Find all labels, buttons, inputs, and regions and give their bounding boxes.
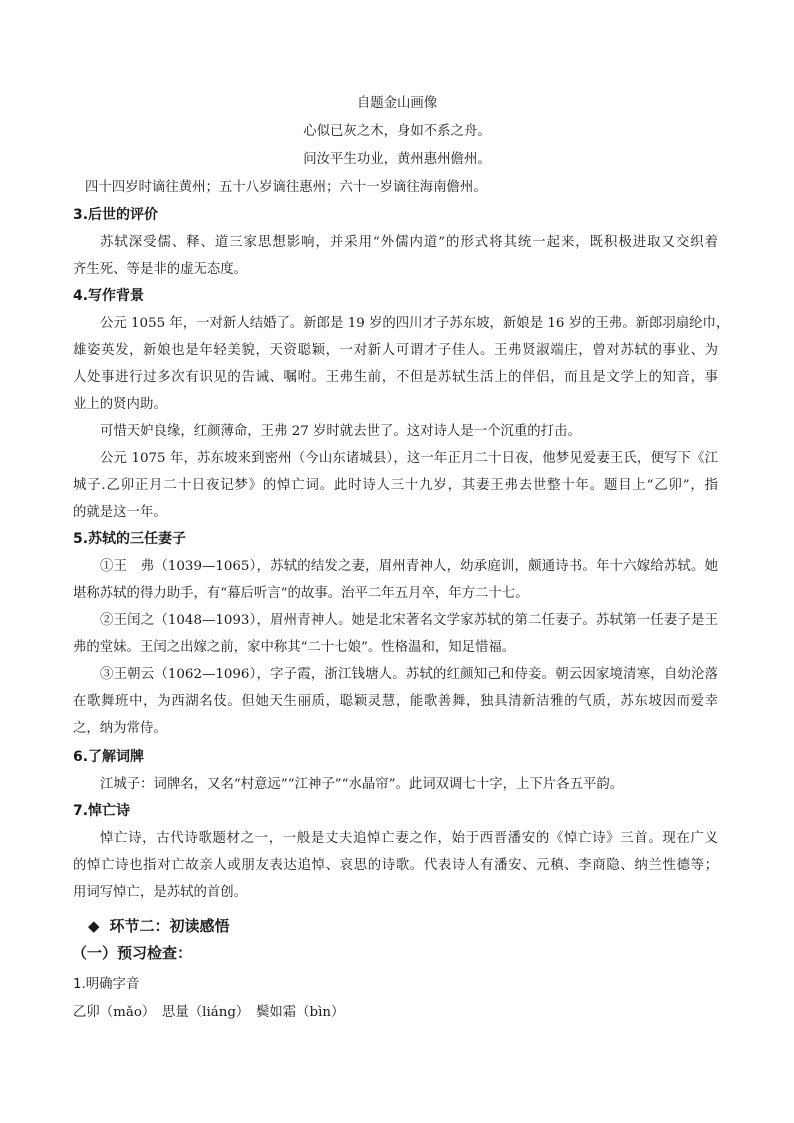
sec7-line-1: 悼亡诗，古代诗歌题材之一，一般是丈夫追悼亡妻之作，始于西晋潘安的《悼亡诗》三首。现在广义 [100,831,718,846]
exile-note: 四十四岁时谪往黄州；五十八岁谪往惠州；六十一岁谪往海南儋州。 [85,180,487,195]
wife-1-line-1: ①王 弗（1039—1065），苏轼的结发之妻，眉州青神人，幼承庭训，颇通诗书。年十六嫁给苏轼。她 [100,559,718,574]
sec4-p3-line-1: 公元 1075 年，苏东坡来到密州（今山东诸城县），这一年正月二十日夜，他梦见爱妻王氏，便写下《江 [100,451,718,466]
section-3-heading: 3.后世的评价 [73,207,159,223]
wife-2-line-1: ②王闰之（1048—1093），眉州青神人。她是北宋著名文学家苏轼的第二任妻子。苏轼第一任妻子是王 [100,613,718,628]
sec4-p1-line-4: 业上的贤内助。 [73,397,167,412]
poem-line-1: 心似已灰之木，身如不系之舟。 [303,124,491,139]
stage-2-title: 环节二：初读感悟 [109,917,230,935]
sec4-p2-line-1: 可惜天妒良缘，红颜薄命，王弗 27 岁时就去世了。这对诗人是一个沉重的打击。 [100,424,581,439]
pronunciation-list: 乙卯（mǎo） 思量（liáng） 鬓如霜（bìn） [73,1005,345,1020]
stage-2-heading [88,917,230,935]
wife-1-line-2: 堪称苏轼的得力助手，有“幕后听言”的故事。治平二年五月卒，年方二十七。 [73,586,529,601]
sec4-p3-line-3: 的就是这一年。 [73,505,167,520]
preview-item-1: 1.明确字音 [73,977,140,992]
sec3-line-1: 苏轼深受儒、释、道三家思想影响，并采用“外儒内道”的形式将其统一起来，既积极进取又交织着 [100,235,718,250]
poem-line-2: 问汝平生功业，黄州惠州儋州。 [303,152,491,167]
sec6-line-1: 江城子：词牌名，又名“村意远”“江神子”“水晶帘”。此词双调七十字，上下片各五平韵。 [100,777,624,792]
preview-heading: （一）预习检查： [72,944,193,962]
wife-3-line-2: 在歌舞班中，为西湖名伎。但她天生丽质，聪颖灵慧，能歌善舞，独具清新洁雅的气质，苏东坡因而爱幸 [73,694,718,709]
diamond-bullet-icon: ◆ [88,917,100,935]
section-6-heading: 6.了解词牌 [73,749,145,765]
sec7-line-3: 用词写悼亡，是苏轼的首创。 [73,885,248,900]
wife-2-line-2: 弗的堂妹。王闰之出嫁之前，家中称其“二十七娘”。性格温和，知足惜福。 [73,640,516,655]
section-7-heading: 7.悼亡诗 [73,803,131,819]
sec4-p1-line-2: 雄姿英发，新娘也是年轻美貌，天资聪颖，一对新人可谓才子佳人。王弗贤淑端庄，曾对苏轼的事业、为 [73,343,718,358]
section-4-heading: 4.写作背景 [73,288,145,304]
sec3-line-2: 齐生死、等是非的虚无态度。 [73,262,248,277]
sec4-p1-line-3: 人处事进行过多次有识见的告诫、嘱咐。王弗生前，不但是苏轼生活上的伴侣，而且是文学上的知音，事 [73,370,718,385]
poem-title: 自题金山画像 [356,96,438,111]
sec7-line-2: 的悼亡诗也指对亡故亲人或朋友表达追悼、哀思的诗歌。代表诗人有潘安、元稹、李商隐、纳兰性德等； [73,858,718,873]
section-5-heading: 5.苏轼的三任妻子 [73,531,187,547]
sec4-p3-line-2: 城子.乙卯正月二十日夜记梦》的悼亡词。此时诗人三十九岁，其妻王弗去世整十年。题目上“乙卯”，指 [73,478,718,493]
wife-3-line-1: ③王朝云（1062—1096），字子霞，浙江钱塘人。苏轼的红颜知己和侍妾。朝云因家境清寒，自幼沦落 [100,667,718,682]
wife-3-line-3: 之，纳为常侍。 [73,721,167,736]
sec4-p1-line-1: 公元 1055 年，一对新人结婚了。新郎是 19 岁的四川才子苏东坡，新娘是 16 岁的王弗。新郎羽扇纶巾， [100,316,730,331]
